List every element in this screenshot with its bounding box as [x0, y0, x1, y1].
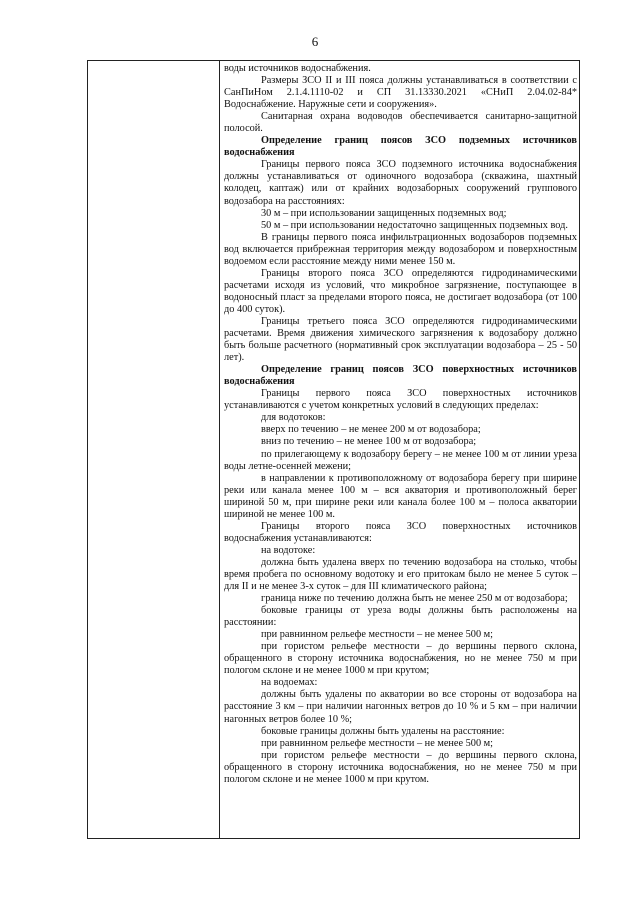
paragraph: должна быть удалена вверх по течению водозабора на столько, чтобы время пробега по основному водотоку и его притокам было не менее 5 суток – для II и не менее 3-х суток – для III климатического района; [224, 556, 577, 593]
paragraph: для водотоков: [261, 412, 326, 424]
section-heading: Определение границ поясов ЗСО поверхностных источников водоснабжения [224, 364, 577, 388]
document-text-column [224, 63, 577, 786]
paragraph: В границы первого пояса инфильтрационных водозаборов подземных вод включается прибрежная территория между водозабором и поверхностным водоемом если расстояние между ними менее 150 м. [224, 231, 577, 267]
page-number: 6 [311, 34, 319, 49]
paragraph: при равнинном рельефе местности – не менее 500 м; [261, 629, 494, 641]
paragraph: Границы третьего пояса ЗСО определяются гидродинамическими расчетами. Время движения химического загрязнения к водозабору должно быть больше расчетного (нормативный срок эксплуатации водозабора – 25 - 50 лет). [224, 315, 577, 364]
paragraph: вниз по течению – не менее 100 м от водозабора; [261, 436, 477, 448]
paragraph: должны быть удалены по акватории во все стороны от водозабора на расстояние 3 км – при наличии нагонных ветров до 10 % и 5 км – при наличии нагонных ветров более 10 %; [224, 689, 577, 725]
paragraph: Границы второго пояса ЗСО определяются гидродинамическими расчетами исходя из условий, что микробное загрязнение, поступающее в водоносный пласт за пределами второго пояса, не достигает водозабора (от 100 до 400 суток). [224, 267, 577, 315]
paragraph: Границы первого пояса ЗСО поверхностных источников устанавливаются с учетом конкретных условий в следующих пределах: [224, 388, 577, 412]
paragraph: Границы второго пояса ЗСО поверхностных источников водоснабжения устанавливаются: [224, 520, 577, 544]
paragraph: граница ниже по течению должна быть не менее 250 м от водозабора; [261, 593, 568, 605]
paragraph: на водоемах: [261, 677, 318, 689]
paragraph: вверх по течению – не менее 200 м от водозабора; [261, 424, 481, 436]
paragraph: боковые границы от уреза воды должны быть расположены на расстоянии: [224, 605, 577, 629]
paragraph: по прилегающему к водозабору берегу – не менее 100 м от линии уреза воды летне-осенней межени; [224, 448, 577, 472]
paragraph: при гористом рельефе местности – до вершины первого склона, обращенного в сторону источника водоснабжения, но не менее 750 м при пологом склоне и не менее 1000 м при крутом; [224, 641, 577, 677]
paragraph: 50 м – при использовании недостаточно защищенных подземных вод. [261, 219, 568, 231]
paragraph: Санитарная охрана водоводов обеспечивается санитарно-защитной полосой. [224, 111, 577, 135]
paragraph: Границы первого пояса ЗСО подземного источника водоснабжения должны устанавливаться от одиночного водозабора (скважина, шахтный колодец, каптаж) или от крайних водозаборных сооружений группового водозабора на расстояниях: [224, 159, 577, 207]
paragraph: воды источников водоснабжения. [224, 63, 371, 74]
paragraph: боковые границы должны быть удалены на расстояние: [261, 725, 505, 737]
paragraph: при гористом рельефе местности – до вершины первого склона, обращенного в сторону источника водоснабжения, но не менее 750 м при пологом склоне и не менее 1000 м при крутом. [224, 749, 577, 785]
column-divider [219, 60, 220, 839]
paragraph: на водотоке: [261, 544, 316, 556]
paragraph: Размеры ЗСО II и III пояса должны устанавливаться в соответствии с СанПиНом 2.1.4.1110-02 и СП 31.13330.2021 «СНиП 2.04.02-84* Водоснабжение. Наружные сети и сооружения». [224, 75, 577, 111]
paragraph: при равнинном рельефе местности – не менее 500 м; [261, 737, 494, 749]
paragraph: 30 м – при использовании защищенных подземных вод; [261, 207, 507, 219]
section-heading: Определение границ поясов ЗСО подземных источников водоснабжения [224, 135, 577, 159]
paragraph: в направлении к противоположному от водозабора берегу при ширине реки или канала менее 100 м – вся акватория и противоположный берег шириной 50 м, при ширине реки или канала более 100 м – полоса акватории шириной не менее 100 м. [224, 472, 577, 520]
